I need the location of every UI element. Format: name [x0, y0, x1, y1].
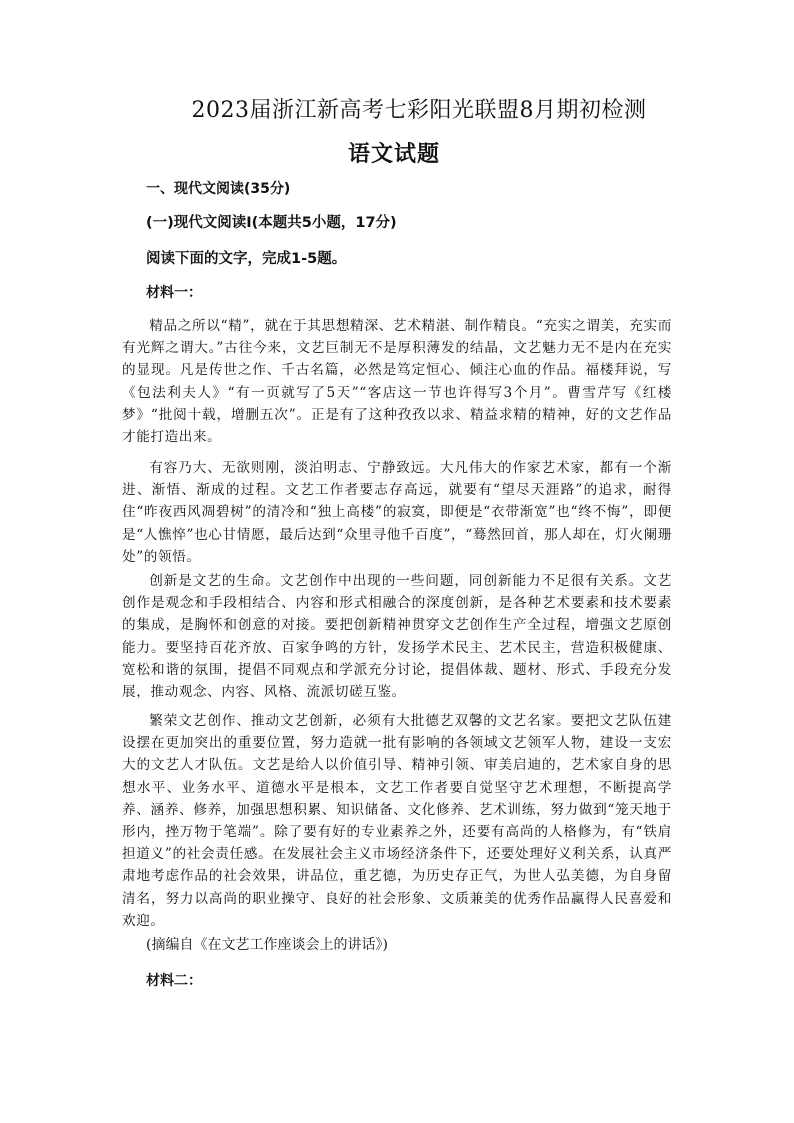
exam-title: 2023届浙江新高考七彩阳光联盟8月期初检测 — [191, 98, 647, 123]
material-paragraph-3: 创新是文艺的生命。文艺创作中出现的一些问题，同创新能力不足很有关系。文艺创作是观念和手段相结合、内容和形式相融合的深度创新，是各种艺术要素和技术要素的集成，是胸怀和创意的对接。要把创新精神贯穿文艺创作生产全过程，增强文艺原创能力。要坚持百花齐放、百家争鸣的方针，发扬学术民主、艺术民主，营造积极健康、宽松和谐的氛围，提倡不同观点和学派充分讨论，提倡体裁、题材、形式、手段充分发展，推动观念、内容、风格、流派切磋互鉴。 — [122, 573, 672, 701]
source-note: (摘编自《在文艺工作座谈会上的讲话》) — [146, 937, 388, 953]
subsection-heading: (一)现代文阅读I(本题共5小题，17分) — [146, 215, 397, 231]
section-heading: 一、现代文阅读(35分) — [146, 181, 291, 197]
exam-subtitle: 语文试题 — [347, 141, 440, 167]
material-two-label: 材料二： — [146, 973, 202, 989]
material-one-label: 材料一： — [146, 285, 202, 301]
reading-instruction: 阅读下面的文字，完成1-5题。 — [146, 251, 347, 267]
material-paragraph-2: 有容乃大、无欲则刚，淡泊明志、宁静致远。大凡伟大的作家艺术家，都有一个渐进、渐悟、渐成的过程。文艺工作者要志存高远，就要有“望尽天涯路”的追求，耐得住“昨夜西风凋碧树”的清冷和“独上高楼”的寂寞，即便是“衣带渐宽”也“终不悔”，即便是“人憔悴”也心甘情愿，最后达到“众里寻他千百度”，“蓦然回首，那人却在，灯火阑珊处”的领悟。 — [122, 460, 672, 565]
material-paragraph-4: 繁荣文艺创作、推动文艺创新，必须有大批德艺双馨的文艺名家。要把文艺队伍建设摆在更加突出的重要位置，努力造就一批有影响的各领域文艺领军人物，建设一支宏大的文艺人才队伍。文艺是给人以价值引导、精神引领、审美启迪的，艺术家自身的思想水平、业务水平、道德水平是根本，文艺工作者要自觉坚守艺术理想，不断提高学养、涵养、修养，加强思想积累、知识储备、文化修养、艺术训练，努力做到“笼天地于形内，挫万物于笔端”。除了要有好的专业素养之外，还要有高尚的人格修为，有“铁肩担道义”的社会责任感。在发展社会主义市场经济条件下，还要处理好义利关系，认真严肃地考虑作品的社会效果，讲品位，重艺德，为历史存正气，为世人弘美德，为自身留清名，努力以高尚的职业操守、良好的社会形象、文质兼美的优秀作品赢得人民喜爱和欢迎。 — [122, 713, 672, 929]
material-paragraph-1: 精品之所以“精”，就在于其思想精深、艺术精湛、制作精良。“充实之谓美，充实而有光辉之谓大。”古往今来，文艺巨制无不是厚积薄发的结晶，文艺魅力无不是内在充实的显现。凡是传世之作、千古名篇，必然是笃定恒心、倾注心血的作品。福楼拜说，写《包法利夫人》“有一页就写了5天”“客店这一节也许得写3个月”。曹雪芹写《红楼梦》“批阅十载，增删五次”。正是有了这种孜孜以求、精益求精的精神，好的文艺作品才能打造出来。 — [122, 318, 672, 446]
